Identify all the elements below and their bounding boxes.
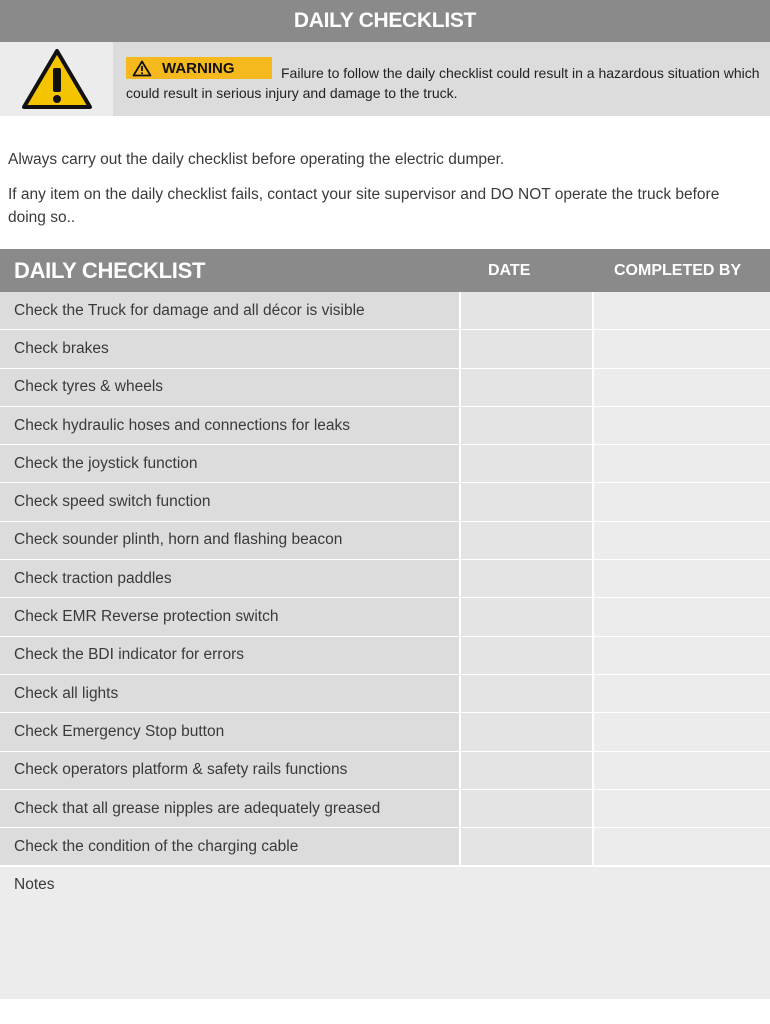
checklist-item-label: Check Emergency Stop button [0,713,459,750]
checklist-item-label: Check operators platform & safety rails functions [0,752,459,789]
warning-triangle-icon [21,48,93,110]
checklist-rows [0,292,770,866]
checklist-row [0,292,770,330]
checklist-item-label: Check all lights [0,675,459,712]
checklist-row [0,407,770,445]
checklist-item-label: Check tyres & wheels [0,369,459,406]
checklist-row [0,330,770,368]
completed-by-cell[interactable] [594,445,770,482]
warning-text-cell [113,42,770,116]
checklist-row [0,483,770,521]
completed-by-cell[interactable] [594,483,770,520]
warning-icon-cell [0,42,113,116]
warning-message [126,63,762,103]
checklist-item-label: Check speed switch function [0,483,459,520]
notes-area[interactable] [0,867,770,999]
date-cell[interactable] [461,713,592,750]
checklist-row [0,598,770,636]
warning-message-text: Failure to follow the daily checklist could result in a hazardous situation which could result in serious injury and damage to the truck. [126,65,760,101]
checklist-item-label: Check that all grease nipples are adequately greased [0,790,459,827]
page-title [0,0,770,42]
checklist-item-label: Check brakes [0,330,459,367]
completed-by-cell[interactable] [594,598,770,635]
date-cell[interactable] [461,752,592,789]
date-cell[interactable] [461,598,592,635]
checklist-row [0,790,770,828]
completed-by-cell[interactable] [594,713,770,750]
date-column-header: DATE [488,262,531,279]
date-cell[interactable] [461,522,592,559]
completed-by-cell[interactable] [594,522,770,559]
completed-by-cell[interactable] [594,752,770,789]
checklist-row [0,522,770,560]
completed-by-cell[interactable] [594,675,770,712]
completed-by-cell[interactable] [594,828,770,865]
date-cell[interactable] [461,407,592,444]
date-cell[interactable] [461,637,592,674]
completed-by-cell[interactable] [594,369,770,406]
checklist-item-label: Check traction paddles [0,560,459,597]
date-cell[interactable] [461,675,592,712]
warning-box [0,42,770,116]
checklist-item-label: Check sounder plinth, horn and flashing beacon [0,522,459,559]
checklist-item-label: Check hydraulic hoses and connections for leaks [0,407,459,444]
date-cell[interactable] [461,790,592,827]
completed-by-cell[interactable] [594,790,770,827]
date-cell[interactable] [461,483,592,520]
date-cell[interactable] [461,445,592,482]
checklist-item-label: Check the condition of the charging cable [0,828,459,865]
checklist-row [0,752,770,790]
warning-badge-label: WARNING [162,59,235,77]
checklist-row [0,713,770,751]
intro-text [8,148,758,241]
checklist-item-label: Check the BDI indicator for errors [0,637,459,674]
checklist-item-label: Check the joystick function [0,445,459,482]
checklist-row [0,369,770,407]
notes-label: Notes [14,876,55,893]
checklist-row [0,675,770,713]
checklist-header-title: DAILY CHECKLIST [14,258,206,283]
date-cell[interactable] [461,330,592,367]
completed-by-column-header: COMPLETED BY [614,262,742,279]
completed-by-cell[interactable] [594,292,770,329]
intro-paragraph-2: If any item on the daily checklist fails, contact your site supervisor and DO NOT operate the truck before doing so.. [8,186,720,226]
date-cell[interactable] [461,292,592,329]
date-cell[interactable] [461,369,592,406]
checklist-row [0,637,770,675]
date-cell[interactable] [461,828,592,865]
checklist-header [0,249,770,292]
checklist-row [0,828,770,866]
checklist-row [0,445,770,483]
completed-by-cell[interactable] [594,407,770,444]
checklist-row [0,560,770,598]
checklist-item-label: Check EMR Reverse protection switch [0,598,459,635]
completed-by-cell[interactable] [594,560,770,597]
intro-paragraph-1: Always carry out the daily checklist before operating the electric dumper. [8,151,505,168]
completed-by-cell[interactable] [594,330,770,367]
checklist-item-label: Check the Truck for damage and all décor is visible [0,292,459,329]
completed-by-cell[interactable] [594,637,770,674]
page-title-text: DAILY CHECKLIST [293,9,477,32]
date-cell[interactable] [461,560,592,597]
